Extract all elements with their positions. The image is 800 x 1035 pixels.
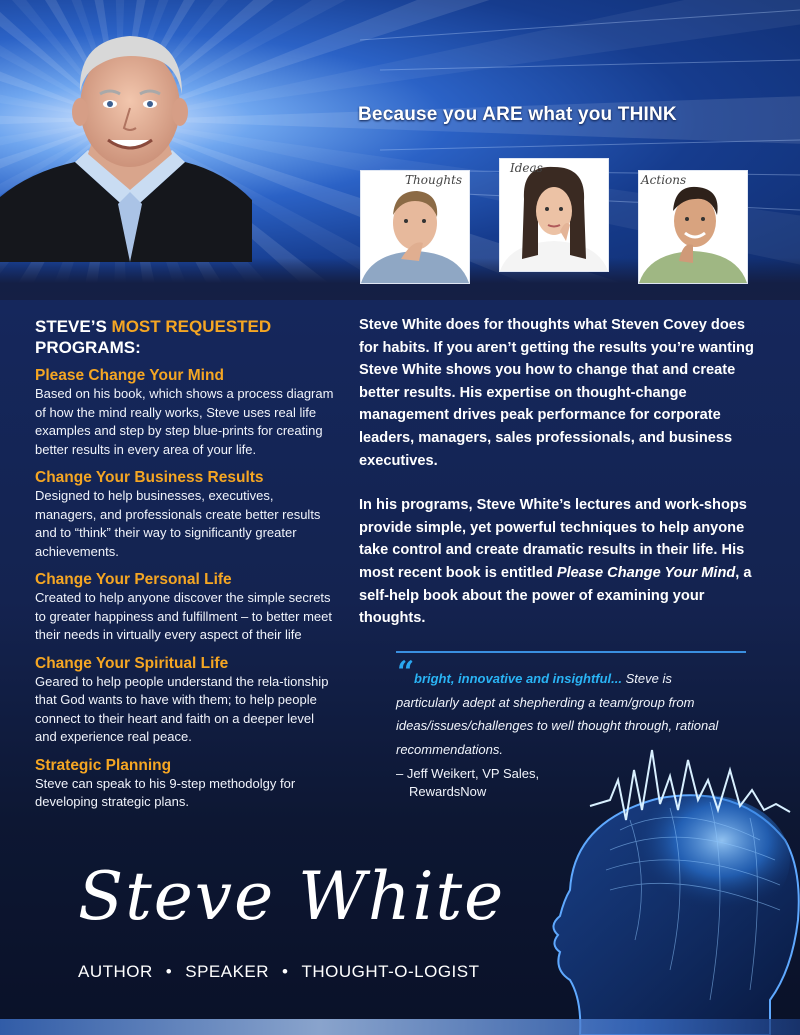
program-description: Steve can speak to his 9-step methodolgy for developing strategic plans. bbox=[35, 775, 296, 809]
program-description: Created to help anyone discover the simple secrets to greater happiness and fulfillment – to better meet their needs in virtually every aspect of their life bbox=[35, 590, 333, 642]
role-speaker: SPEAKER bbox=[185, 962, 270, 981]
program-item bbox=[35, 468, 335, 561]
about-paragraph-2-end: , a self-help book about the power of examining your thoughts. bbox=[359, 564, 752, 627]
program-description: Geared to help people understand the rela-tionship that God wants to have with them; to help people connect to their heart and faith on a deeper level and experience real peace. bbox=[35, 673, 329, 744]
role-author: AUTHOR bbox=[78, 962, 153, 981]
separator: • bbox=[165, 962, 173, 981]
programs-column bbox=[35, 316, 335, 812]
thumb-caption: Actions bbox=[641, 173, 687, 187]
program-title: Change Your Business Results bbox=[35, 469, 264, 486]
bottom-glow-bar bbox=[0, 1019, 800, 1035]
signature-name: Steve White bbox=[78, 858, 506, 935]
book-title: Please Change Your Mind bbox=[556, 564, 736, 581]
separator: • bbox=[282, 962, 289, 981]
program-item bbox=[35, 570, 335, 645]
thoughts-photo bbox=[360, 170, 470, 284]
ideas-photo bbox=[499, 158, 609, 272]
program-description: Based on his book, which shows a process diagram of how the mind really works, Steve uses real life examples and step by step blue-prints for creating better results in every area of your life. bbox=[35, 386, 334, 457]
attribution-name: – Jeff Weikert, VP Sales, bbox=[396, 766, 540, 781]
about-paragraph-2 bbox=[359, 494, 764, 630]
program-description: Designed to help businesses, executives, managers, and professionals create better results and to “think” their way to significantly greater achievements. bbox=[35, 488, 321, 559]
quote-lead: bright, innovative and insightful... bbox=[414, 671, 622, 686]
heading-accent: MOST REQUESTED bbox=[111, 317, 272, 336]
program-item bbox=[35, 756, 335, 812]
attribution-company: RewardsNow bbox=[409, 784, 487, 799]
tagline: Because you ARE what you THINK bbox=[358, 104, 677, 125]
program-item bbox=[35, 654, 335, 747]
heading-suffix: PROGRAMS: bbox=[35, 338, 141, 357]
program-item bbox=[35, 366, 335, 459]
about-column bbox=[359, 314, 764, 630]
thumb-caption: Ideas bbox=[510, 161, 543, 175]
heading-prefix: STEVE’S bbox=[35, 317, 112, 336]
quote-body: Steve is particularly adept at shepherding a team/group from ideas/issues/challenges to well thought through, rational recommendations. bbox=[396, 671, 719, 757]
quote-mark-icon: “ bbox=[397, 655, 415, 690]
about-paragraph-2-start: In his programs, Steve White’s lectures and work-shops provide simple, yet powerful techniques to help anyone take control and create dramatic results in their life. His most recent book is entitled bbox=[359, 497, 747, 581]
steve-portrait-photo bbox=[0, 22, 252, 262]
brain-head-graphic bbox=[540, 740, 800, 1035]
actions-photo bbox=[638, 170, 748, 284]
program-title: Please Change Your Mind bbox=[35, 367, 224, 384]
program-title: Change Your Personal Life bbox=[35, 571, 232, 588]
quote-attribution bbox=[396, 765, 539, 801]
roles-line bbox=[78, 962, 480, 982]
program-title: Strategic Planning bbox=[35, 756, 172, 774]
program-title: Change Your Spiritual Life bbox=[35, 654, 229, 672]
programs-heading bbox=[35, 316, 335, 358]
role-thought-o-logist: THOUGHT-O-LOGIST bbox=[301, 962, 480, 981]
thumb-caption: Thoughts bbox=[405, 173, 463, 187]
about-paragraph-1: Steve White does for thoughts what Steven Covey does for habits. If you aren’t getting the results you’re wanting Steve White shows you how to change that and create better results. His expertise on thought-change management drives peak performance for corporate leaders, managers, sales professionals, and business executives. bbox=[359, 317, 754, 469]
quote-divider bbox=[396, 651, 746, 653]
